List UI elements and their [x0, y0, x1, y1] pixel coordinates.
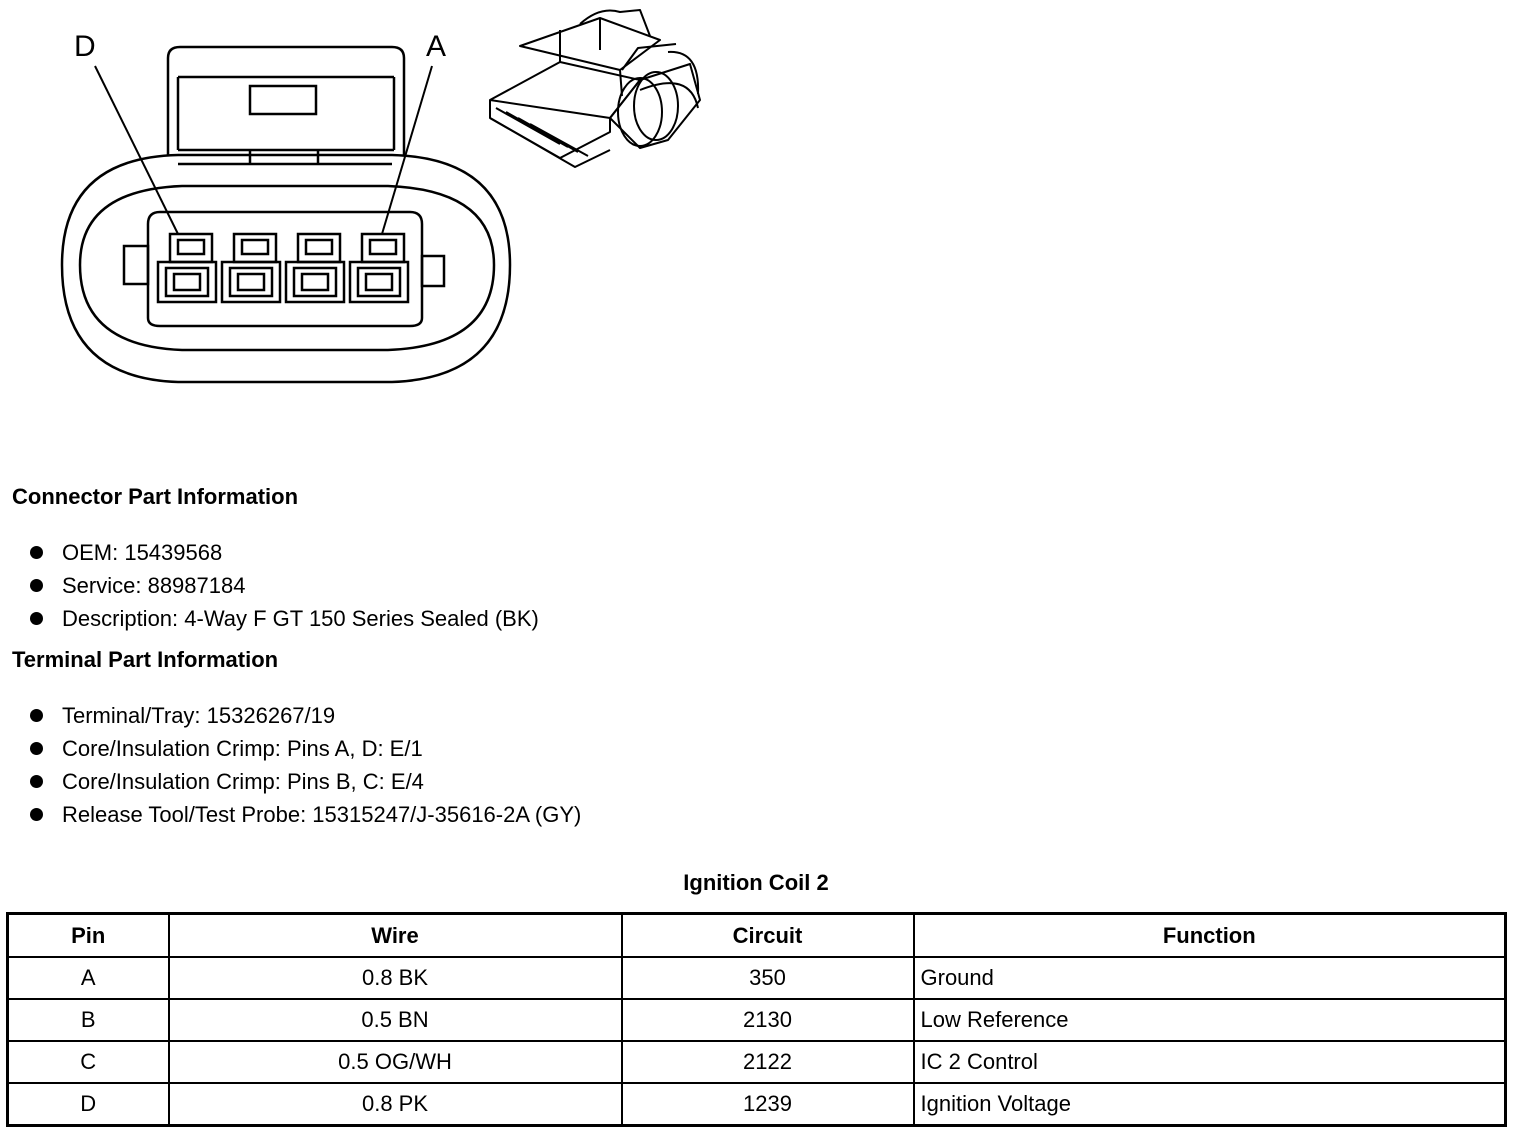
- terminal-info-list: [30, 699, 581, 831]
- pin-cell: C: [8, 1041, 169, 1083]
- pin-cell: A: [8, 957, 169, 999]
- circuit-cell: 2130: [622, 999, 914, 1041]
- table-row: [8, 1083, 1506, 1126]
- pin-cavity: [222, 234, 280, 302]
- column-header-pin: Pin: [8, 914, 169, 958]
- pin-cell: D: [8, 1083, 169, 1126]
- list-item: Description: 4-Way F GT 150 Series Sealed (BK): [30, 602, 539, 635]
- pin-cavity: [350, 234, 408, 302]
- function-cell: Ignition Voltage: [914, 1083, 1506, 1126]
- table-title: Ignition Coil 2: [683, 870, 829, 895]
- wire-cell: 0.5 BN: [169, 999, 622, 1041]
- latch-window: [250, 86, 316, 114]
- connector-latch: [168, 47, 404, 155]
- pin-a-label: A: [426, 30, 447, 63]
- list-item: Core/Insulation Crimp: Pins B, C: E/4: [30, 765, 581, 798]
- list-item: OEM: 15439568: [30, 536, 539, 569]
- list-item: Service: 88987184: [30, 569, 539, 602]
- list-item: Core/Insulation Crimp: Pins A, D: E/1: [30, 732, 581, 765]
- connector-info-title: Connector Part Information: [12, 484, 299, 509]
- column-header-wire: Wire: [169, 914, 622, 958]
- pin-cell: B: [8, 999, 169, 1041]
- circuit-cell: 1239: [622, 1083, 914, 1126]
- pinout-table: [6, 912, 1507, 1127]
- pin-d-label: D: [74, 30, 96, 63]
- circuit-cell: 350: [622, 957, 914, 999]
- wire-cell: 0.8 PK: [169, 1083, 622, 1126]
- pin-d-leader: [95, 66, 178, 234]
- column-header-function: Function: [914, 914, 1506, 958]
- function-cell: Low Reference: [914, 999, 1506, 1041]
- terminal-info-title: Terminal Part Information: [12, 647, 279, 672]
- wire-cell: 0.8 BK: [169, 957, 622, 999]
- pin-cavity: [158, 234, 216, 302]
- column-header-circuit: Circuit: [622, 914, 914, 958]
- connector-info-list: [30, 536, 539, 635]
- circuit-cell: 2122: [622, 1041, 914, 1083]
- list-item: Release Tool/Test Probe: 15315247/J-35616-2A (GY): [30, 798, 581, 831]
- table-header-row: [8, 914, 1506, 958]
- table-row: [8, 1041, 1506, 1083]
- list-item: Terminal/Tray: 15326267/19: [30, 699, 581, 732]
- function-cell: Ground: [914, 957, 1506, 999]
- connector-isometric-view: [490, 10, 700, 167]
- pin-cavity: [286, 234, 344, 302]
- connector-diagram: [0, 0, 720, 400]
- wire-cell: 0.5 OG/WH: [169, 1041, 622, 1083]
- table-row: [8, 957, 1506, 999]
- function-cell: IC 2 Control: [914, 1041, 1506, 1083]
- table-row: [8, 999, 1506, 1041]
